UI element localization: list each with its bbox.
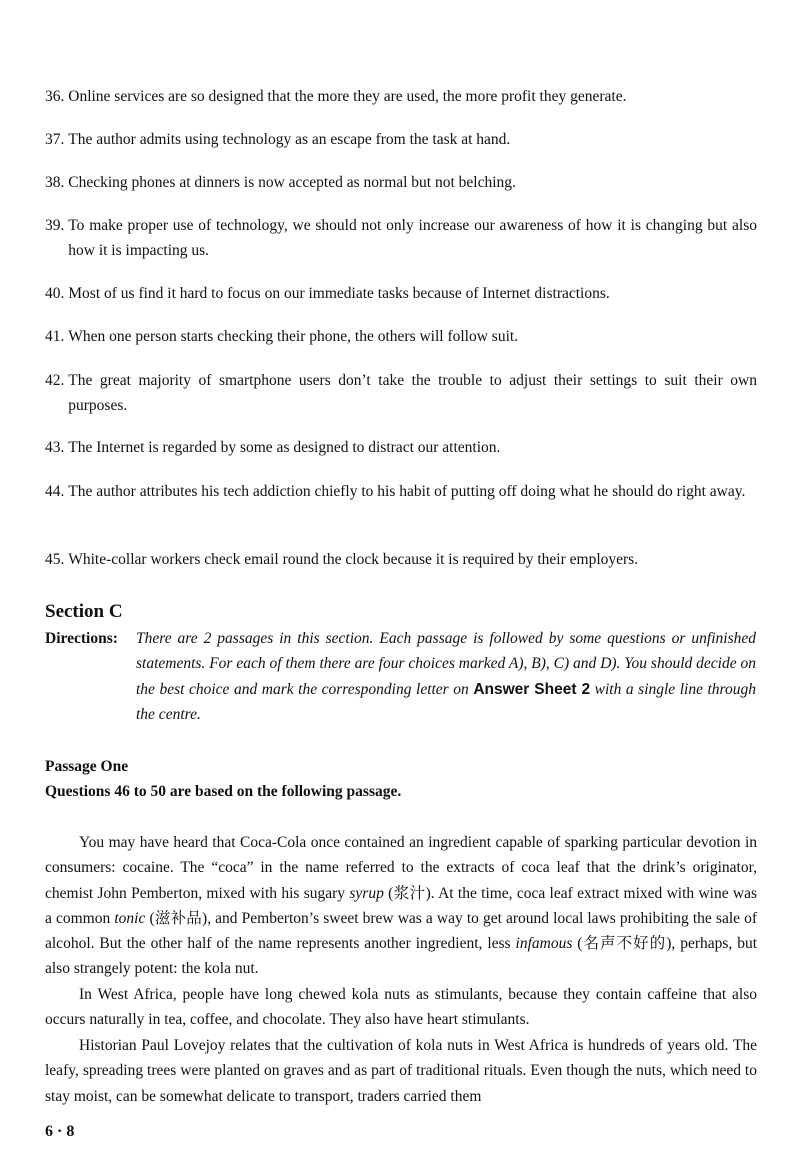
statement-text: When one person starts checking their phone, the others will follow suit. <box>68 328 519 345</box>
statement-41 <box>45 324 757 349</box>
gloss-tonic: (滋补品) <box>149 909 208 927</box>
statement-number: 45. <box>45 551 65 568</box>
gloss-syrup: (浆汁) <box>388 884 431 902</box>
statement-number: 36. <box>45 88 65 105</box>
statement-40 <box>45 281 757 306</box>
term-infamous: infamous <box>515 935 573 953</box>
statement-text: The author attributes his tech addiction chiefly to his habit of putting off doing what he should do right away. <box>68 483 746 500</box>
passage-paragraph-3: Historian Paul Lovejoy relates that the cultivation of kola nuts in West Africa is hundreds of years old. The leafy, spreading trees were planted on graves and as part of traditional rituals. Even though the nuts, which need to stay moist, can be somewhat delicate to transport, traders carried them <box>45 1037 757 1105</box>
statement-38 <box>45 170 757 195</box>
term-syrup: syrup <box>349 884 384 902</box>
statement-text: Online services are so designed that the more they are used, the more profit they generate. <box>68 88 627 105</box>
statement-45 <box>45 547 757 572</box>
statement-number: 41. <box>45 328 65 345</box>
statement-39 <box>45 213 757 263</box>
statement-text: The Internet is regarded by some as designed to distract our attention. <box>68 439 501 456</box>
statement-number: 37. <box>45 131 65 148</box>
statement-text: The great majority of smartphone users don’t take the trouble to adjust their settings to suit their own purposes. <box>68 372 757 414</box>
statement-text: White-collar workers check email round the clock because it is required by their employers. <box>68 551 639 568</box>
answer-sheet-ref: Answer Sheet 2 <box>473 680 591 698</box>
statement-44 <box>45 479 757 504</box>
statement-text: To make proper use of technology, we should not only increase our awareness of how it is changing but also how it is impacting us. <box>68 217 757 259</box>
section-heading: Section C <box>45 601 123 622</box>
statement-number: 43. <box>45 439 65 456</box>
directions-text <box>136 626 756 728</box>
term-tonic: tonic <box>114 909 146 927</box>
statement-36 <box>45 84 757 109</box>
passage-paragraph-2: In West Africa, people have long chewed kola nuts as stimulants, because they contain caffeine that also occurs naturally in tea, coffee, and chocolate. They also have heart stimulants. <box>45 986 757 1029</box>
directions-end: with a single line through the centre. <box>136 680 757 724</box>
statement-37 <box>45 127 757 152</box>
passage-questions-line: Questions 46 to 50 are based on the following passage. <box>45 783 402 800</box>
statement-number: 38. <box>45 174 65 191</box>
statement-text: The author admits using technology as an escape from the task at hand. <box>68 131 511 148</box>
page-number: 6 · 8 <box>45 1123 75 1140</box>
statement-42 <box>45 368 757 418</box>
statement-number: 42. <box>45 372 65 389</box>
statement-43 <box>45 435 757 460</box>
passage-paragraph-1: You may have heard that Coca-Cola once contained an ingredient capable of sparking particular devotion in consumers: cocaine. The “coca” in the name referred to the extracts of coca leaf that the drink’s originator, chemist John Pemberton, mixed with his sugary syrup (浆汁). At the time, coca leaf extract mixed with wine was a common tonic (滋补品), and Pemberton’s sweet brew was a way to get around local laws prohibiting the sale of alcohol. But the other half of the name represents another ingredient, less infamous (名声不好的), perhaps, but also strangely potent: the kola nut. <box>45 834 758 978</box>
gloss-infamous: (名声不好的) <box>577 935 672 953</box>
directions-label: Directions: <box>45 630 118 647</box>
statement-number: 44. <box>45 483 65 500</box>
statement-number: 40. <box>45 285 65 302</box>
directions-body: There are 2 passages in this section. Each passage is followed by some questions or unfinished statements. For each of them there are four choices marked A), B), C) and D). You should decide on the best choice and mark the corresponding letter on <box>136 630 756 698</box>
statement-text: Most of us find it hard to focus on our immediate tasks because of Internet distractions. <box>68 285 610 302</box>
statement-text: Checking phones at dinners is now accepted as normal but not belching. <box>68 174 516 191</box>
passage-title: Passage One <box>45 758 129 775</box>
statement-number: 39. <box>45 217 65 234</box>
